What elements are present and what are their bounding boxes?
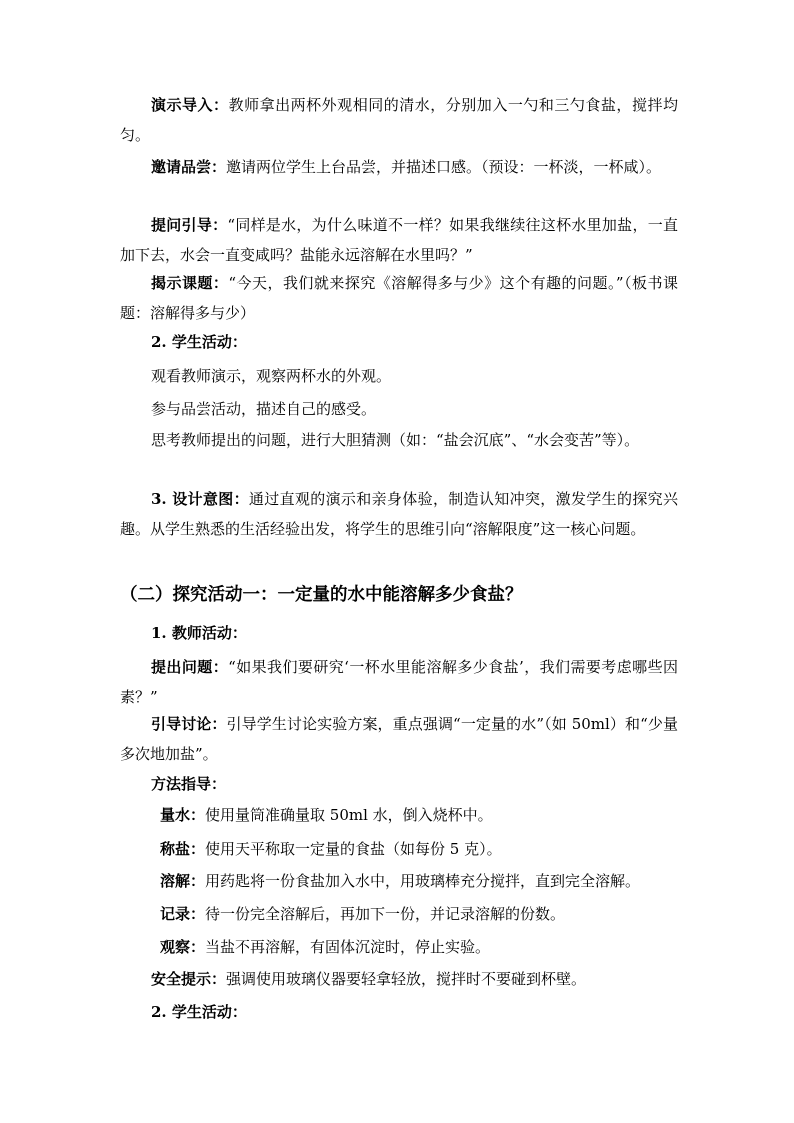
step-label: 量水：: [160, 806, 206, 824]
step-weigh-salt: [160, 834, 678, 864]
step-text: 使用量筒准确量取 50ml 水，倒入烧杯中。: [205, 806, 493, 824]
step-label: 观察：: [160, 938, 206, 956]
paragraph-teacher-activity-heading: [120, 618, 678, 648]
paragraph-label: 揭示课题：: [151, 274, 229, 292]
paragraph-demo-intro: [120, 90, 678, 150]
paragraph-join-tasting: [120, 394, 678, 424]
paragraph-reveal-topic: [120, 268, 678, 328]
paragraph-think-guess: [120, 425, 678, 455]
paragraph-design-intent: [120, 484, 678, 544]
paragraph-label: 3. 设计意图：: [151, 490, 249, 508]
paragraph-label: 提出问题：: [151, 658, 229, 676]
paragraph-label: 方法指导：: [151, 775, 227, 793]
paragraph-student-activity-heading-2: [120, 997, 678, 1027]
paragraph-label: 2. 学生活动：: [151, 333, 247, 351]
paragraph-label: 安全提示：: [151, 970, 227, 988]
paragraph-text: “同样是水，为什么味道不一样？如果我继续往这杯水里加盐，一直加下去，水会一直变咸吗？盐能永远溶解在水里吗？”: [120, 216, 678, 264]
paragraph-label: 引导讨论：: [151, 715, 227, 733]
paragraph-guide-discussion: [120, 709, 678, 769]
paragraph-text: 引导学生讨论实验方案，重点强调“一定量的水”（如 50ml）和“少量多次地加盐”。: [120, 715, 678, 763]
step-text: 使用天平称取一定量的食盐（如每份 5 克）。: [205, 840, 502, 858]
step-text: 待一份完全溶解后，再加下一份，并记录溶解的份数。: [205, 905, 566, 923]
paragraph-text: 通过直观的演示和亲身体验，制造认知冲突，激发学生的探究兴趣。从学生熟悉的生活经验出发，将学生的思维引向“溶解限度”这一核心问题。: [120, 490, 678, 538]
paragraph-text: 强调使用玻璃仪器要轻拿轻放，搅拌时不要碰到杯壁。: [226, 970, 587, 988]
paragraph-label: 演示导入：: [151, 96, 229, 114]
step-text: 当盐不再溶解，有固体沉淀时，停止实验。: [205, 938, 491, 956]
step-dissolve: [160, 866, 678, 896]
section-heading: （二）探究活动一：一定量的水中能溶解多少食盐？: [120, 585, 523, 605]
paragraph-text: 思考教师提出的问题，进行大胆猜测（如：“盐会沉底”、“水会变苦”等）。: [151, 431, 640, 449]
paragraph-method-guide-heading: [120, 769, 678, 799]
paragraph-question-guide: [120, 210, 678, 270]
step-label: 溶解：: [160, 872, 206, 890]
step-record: [160, 899, 678, 929]
paragraph-text: “如果我们要研究‘一杯水里能溶解多少食盐’，我们需要考虑哪些因素？”: [120, 658, 678, 706]
paragraph-raise-question: [120, 652, 678, 712]
paragraph-text: “今天，我们就来探究《溶解得多与少》这个有趣的问题。”（板书课题：溶解得多与少）: [120, 274, 678, 322]
paragraph-text: 邀请两位学生上台品尝，并描述口感。（预设：一杯淡，一杯咸）。: [226, 158, 662, 176]
paragraph-safety-tip: [120, 964, 678, 994]
step-measure-water: [160, 800, 678, 830]
paragraph-label: 提问引导：: [151, 216, 228, 234]
step-observe: [160, 932, 678, 962]
paragraph-invite-taste: [120, 152, 678, 182]
paragraph-text: 教师拿出两杯外观相同的清水，分别加入一勺和三勺食盐，搅拌均匀。: [120, 96, 678, 144]
paragraph-text: 观看教师演示，观察两杯水的外观。: [151, 367, 392, 385]
paragraph-label: 1. 教师活动：: [151, 624, 247, 642]
paragraph-label: 邀请品尝：: [151, 158, 227, 176]
paragraph-text: 参与品尝活动，描述自己的感受。: [151, 400, 377, 418]
step-text: 用药匙将一份食盐加入水中，用玻璃棒充分搅拌，直到完全溶解。: [205, 872, 641, 890]
step-label: 记录：: [160, 905, 206, 923]
step-label: 称盐：: [160, 840, 206, 858]
paragraph-watch-demo: [120, 361, 678, 391]
paragraph-label: 2. 学生活动：: [151, 1003, 247, 1021]
paragraph-student-activity-heading: [120, 327, 678, 357]
